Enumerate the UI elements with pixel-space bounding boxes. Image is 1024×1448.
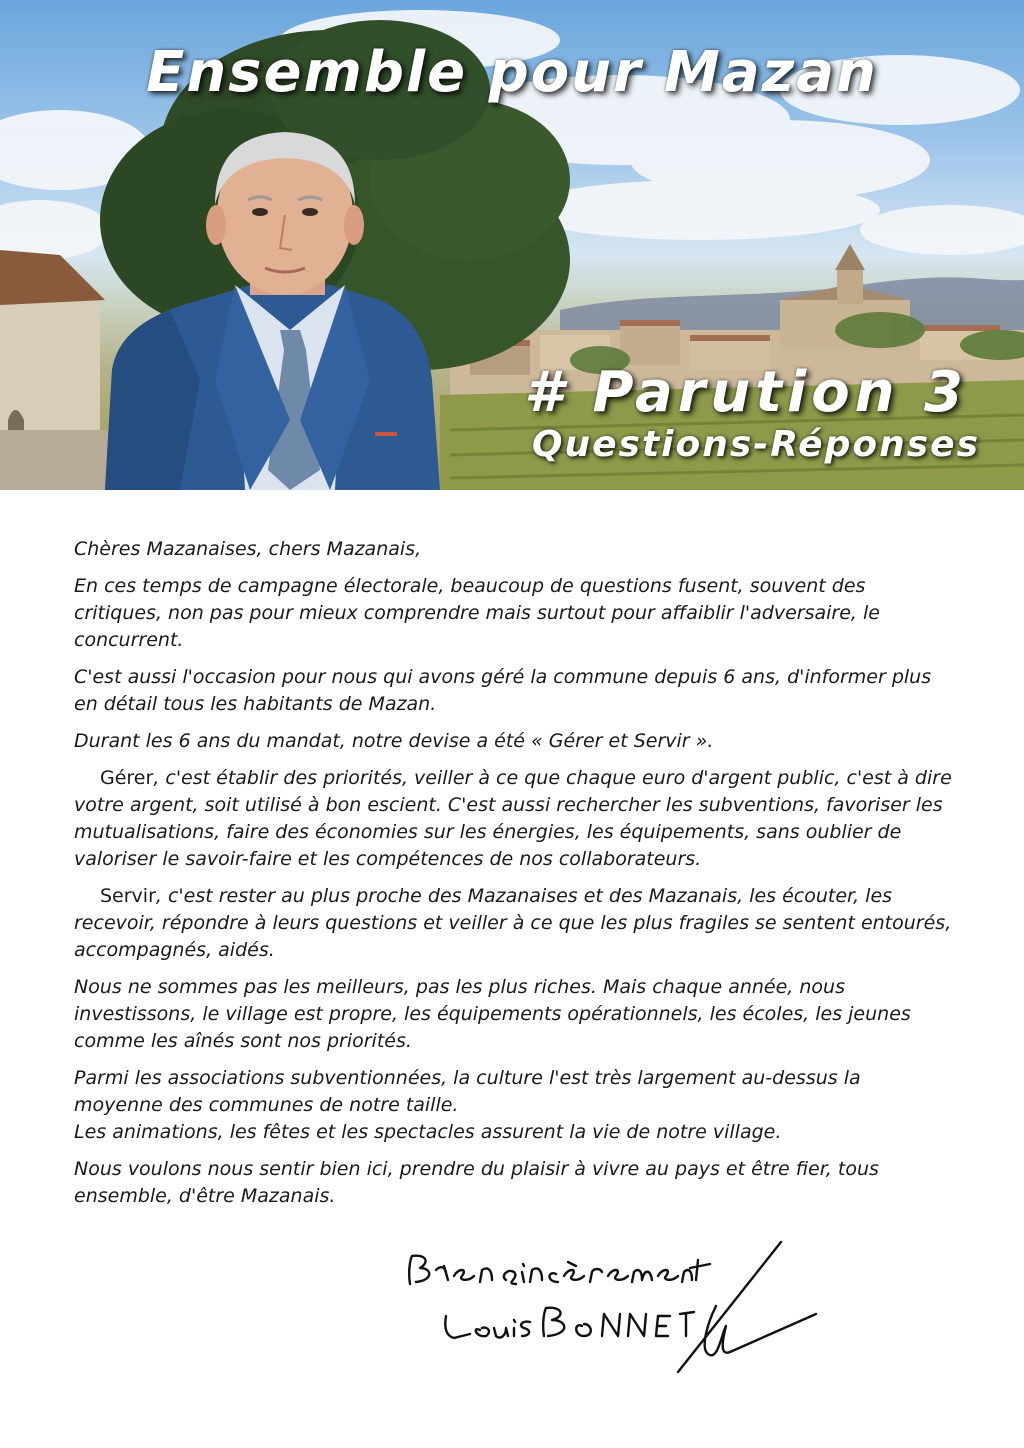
keyword-servir: Servir: [100, 885, 156, 907]
stone-building: [0, 250, 110, 490]
paragraph-servir: [74, 883, 954, 964]
animations-text: Les animations, les fêtes et les spectacles assurent la vie de notre village.: [74, 1121, 782, 1143]
keyword-gerer: Gérer: [100, 767, 154, 789]
paragraph-gerer: [74, 765, 954, 873]
servir-text: , c'est rester au plus proche des Mazanaises et des Mazanais, les écouter, les recevoir, répondre à leurs questions et veiller à ce que les plus fragiles se sentent entourés, accompagnés, aidés.: [74, 885, 952, 961]
page-title: Ensemble pour Mazan: [146, 40, 878, 105]
salutation: Chères Mazanaises, chers Mazanais,: [74, 538, 422, 560]
paragraph-motto: Durant les 6 ans du mandat, notre devise a été « Gérer et Servir ».: [74, 730, 714, 752]
page-subtitle: Questions-Réponses: [531, 424, 980, 465]
paragraph-closing: Nous voulons nous sentir bien ici, prendre du plaisir à vivre au pays et être fier, tous ensemble, d'être Mazanais.: [74, 1158, 879, 1207]
paragraph-priorities: Nous ne sommes pas les meilleurs, pas les plus riches. Mais chaque année, nous investissons, le village est propre, les équipements opérationnels, les écoles, les jeunes comme les aînés sont nos priorités.: [74, 976, 911, 1052]
paragraph-campaign: En ces temps de campagne électorale, beaucoup de questions fusent, souvent des critiques, non pas pour mieux comprendre mais surtout pour affaiblir l'adversaire, le concurrent.: [74, 575, 880, 651]
issue-number: # Parution 3: [524, 360, 968, 425]
header-banner: [0, 0, 1024, 490]
letter-body: [74, 536, 954, 1220]
paragraph-information: C'est aussi l'occasion pour nous qui avons géré la commune depuis 6 ans, d'informer plus en détail tous les habitants de Mazan.: [74, 666, 932, 715]
gerer-text: , c'est établir des priorités, veiller à ce que chaque euro d'argent public, c'est à dire votre argent, soit utilisé à bon escient. C'est aussi rechercher les subventions, favoriser les mutualisations, faire des économies sur les énergies, les équipements, sans oublier de valoriser le savoir-faire et les compétences de nos collaborateurs.: [74, 767, 952, 870]
culture-text: Parmi les associations subventionnées, la culture l'est très largement au-dessus la moyenne des communes de notre taille.: [74, 1067, 861, 1116]
handwritten-signature: [396, 1236, 826, 1386]
paragraph-culture: [74, 1065, 954, 1146]
